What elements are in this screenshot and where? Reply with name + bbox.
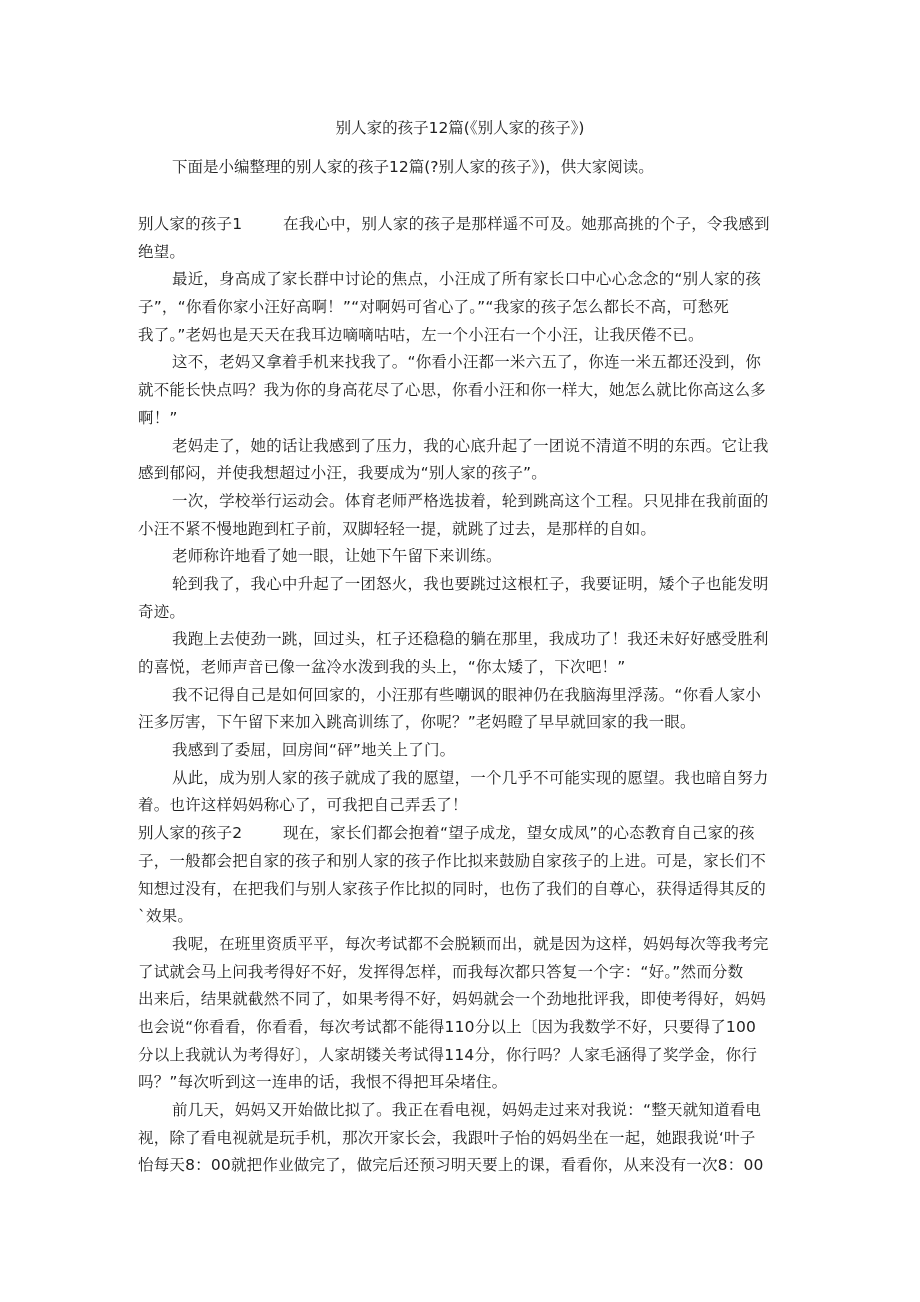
paragraph-line (138, 1125, 788, 1153)
section-heading: 别人家的孩子1 (138, 215, 243, 233)
line-text: 啊！” (138, 408, 178, 427)
line-text: 我了。”老妈也是天天在我耳边嘀嘀咕咕，左一个小汪右一个小汪，让我厌倦不已。 (138, 325, 704, 344)
paragraph-line (138, 211, 788, 239)
line-text: 我不记得自己是如何回家的，小汪那有些嘲讽的眼神仍在我脑海里浮荡。“你看人家小 (172, 685, 762, 704)
paragraph-line (138, 266, 788, 294)
paragraph-line (138, 876, 788, 904)
line-text: 老师称许地看了她一眼，让她下午留下来训练。 (172, 547, 502, 566)
document-title: 别人家的孩子12篇(《别人家的孩子》) (335, 119, 585, 137)
intro-paragraph: 下面是小编整理的别人家的孩子12篇(?别人家的孩子》)，供大家阅读。 (172, 158, 654, 176)
paragraph-line (138, 820, 788, 848)
line-text: 也会说“你看看，你看看，每次考试都不能得110分以上〔因为我数学不好，只要得了100 (138, 1017, 757, 1036)
paragraph-line (138, 322, 788, 350)
paragraph-line (138, 599, 788, 627)
line-text: 的喜悦，老师声音已像一盆冷水泼到我的头上，“你太矮了，下次吧！” (138, 658, 626, 676)
section-heading: 别人家的孩子2 (138, 824, 243, 843)
document-body (138, 211, 788, 1180)
line-text: 了试就会马上问我考得好不好，发挥得怎样，而我每次都只答复一个字：“好。”然而分数 (138, 962, 744, 981)
paragraph-line (138, 1069, 788, 1097)
line-text: 这不，老妈又拿着手机来找我了。“你看小汪都一米六五了，你连一米五都还没到，你 (172, 353, 762, 372)
line-text: 前几天，妈妈又开始做比拟了。我正在看电视，妈妈走过来对我说：“整天就知道看电 (172, 1101, 762, 1119)
paragraph-line (138, 488, 788, 516)
paragraph-line (138, 682, 788, 710)
line-text: `效果。 (138, 907, 194, 926)
line-text: 我感到了委屈，回房间“砰”地关上了门。 (172, 741, 456, 760)
line-text: 就不能长快点吗？我为你的身高花尽了心思，你看小汪和你一样大，她怎么就比你高这么多 (138, 381, 767, 400)
paragraph-line (138, 571, 788, 599)
paragraph-line (138, 543, 788, 571)
paragraph-line (138, 765, 788, 793)
paragraph-line (138, 516, 788, 544)
paragraph-line (138, 903, 788, 931)
line-text: 小汪不紧不慢地跑到杠子前，双脚轻轻一提，就跳了过去，是那样的自如。 (138, 519, 657, 538)
line-text: 视，除了看电视就是玩手机，那次开家长会，我跟叶子怡的妈妈坐在一起，她跟我说‘叶子 (138, 1128, 756, 1147)
paragraph-line (138, 405, 788, 433)
line-text: 子，一般都会把自家的孩子和别人家的孩子作比拟来鼓励自家孩子的上进。可是，家长们不 (138, 851, 767, 870)
line-text: 在我心中，别人家的孩子是那样遥不可及。她那高挑的个子，令我感到 (283, 215, 770, 233)
line-text: 我呢，在班里资质平平，每次考试都不会脱颖而出，就是因为这样，妈妈每次等我考完 (172, 934, 769, 953)
line-text: 着。也许这样妈妈称心了，可我把自己弄丢了！ (138, 796, 468, 815)
paragraph-line (138, 737, 788, 765)
line-text: 吗？”每次听到这一连串的话，我恨不得把耳朵堵住。 (138, 1073, 508, 1092)
line-text: 现在，家长们都会抱着“望子成龙，望女成凤”的心态教育自己家的孩 (283, 824, 755, 843)
paragraph-line (138, 349, 788, 377)
line-text: 感到郁闷，并使我想超过小汪，我要成为“别人家的孩子”。 (138, 464, 547, 483)
line-text: 绝望。 (138, 242, 186, 261)
line-text: 我跑上去使劲一跳，回过头，杠子还稳稳的躺在那里，我成功了！我还未好好感受胜利 (172, 630, 769, 649)
paragraph-line (138, 986, 788, 1014)
paragraph-line (138, 1152, 788, 1180)
line-text: 最近，身高成了家长群中讨论的焦点，小汪成了所有家长口中心心念念的“别人家的孩 (172, 270, 762, 289)
paragraph-line (138, 294, 788, 322)
line-text: 分以上我就认为考得好〕，人家胡镂关考试得114分，你行吗？人家毛涵得了奖学金，你行 (138, 1045, 758, 1064)
paragraph-line (138, 626, 788, 654)
paragraph-line (138, 1097, 788, 1125)
paragraph-line (138, 959, 788, 987)
paragraph-line (138, 848, 788, 876)
paragraph-line (138, 460, 788, 488)
line-text: 一次，学校举行运动会。体育老师严格选拔着，轮到跳高这个工程。只见排在我前面的 (172, 491, 769, 510)
paragraph-line (138, 377, 788, 405)
line-text: 奇迹。 (138, 602, 186, 621)
line-text: 从此，成为别人家的孩子就成了我的愿望，一个几乎不可能实现的愿望。我也暗自努力 (172, 768, 769, 787)
paragraph-line (138, 1014, 788, 1042)
paragraph-line (138, 931, 788, 959)
line-text: 知想过没有，在把我们与别人家孩子作比拟的同时，也伤了我们的自尊心，获得适得其反的 (138, 879, 767, 898)
line-text: 子”，“你看你家小汪好高啊！”“对啊妈可省心了。”“我家的孩子怎么都长不高，可愁死 (138, 298, 730, 317)
paragraph-line (138, 433, 788, 461)
paragraph-line (138, 654, 788, 682)
paragraph-line (138, 1042, 788, 1070)
line-text: 轮到我了，我心中升起了一团怒火，我也要跳过这根杠子，我要证明，矮个子也能发明 (172, 574, 769, 593)
line-text: 老妈走了，她的话让我感到了压力，我的心底升起了一团说不清道不明的东西。它让我 (172, 436, 769, 455)
paragraph-line (138, 709, 788, 737)
line-text: 出来后，结果就截然不同了，如果考得不好，妈妈就会一个劲地批评我，即使考得好，妈妈 (138, 990, 767, 1009)
paragraph-line (138, 792, 788, 820)
line-text: 汪多厉害，下午留下来加入跳高训练了，你呢？”老妈瞪了早早就回家的我一眼。 (138, 713, 696, 732)
line-text: 怡每天8：00就把作业做完了，做完后还预习明天要上的课，看看你，从来没有一次8：00 (138, 1156, 764, 1175)
paragraph-line (138, 239, 788, 267)
